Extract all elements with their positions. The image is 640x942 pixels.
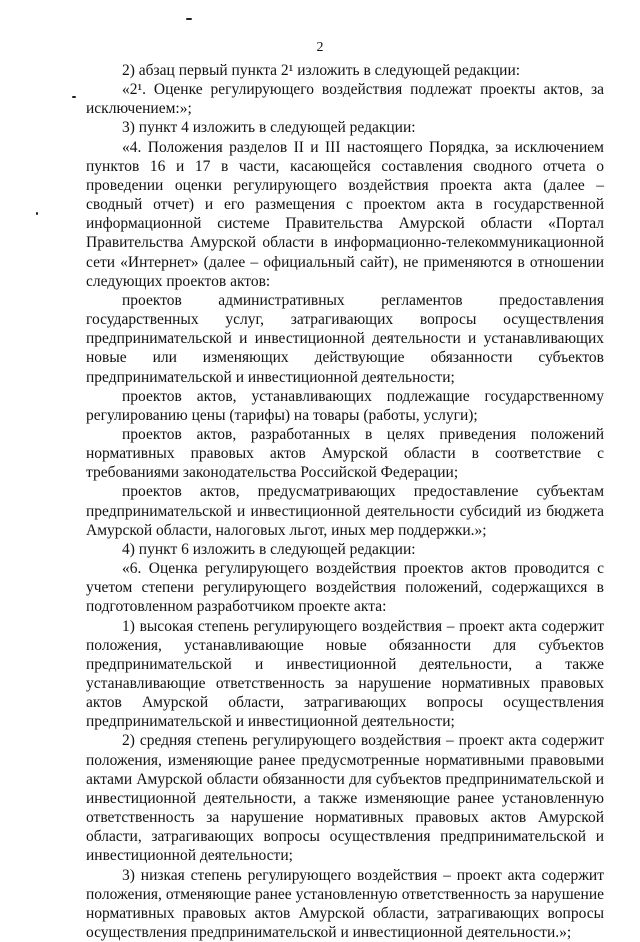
scan-speck-top <box>186 18 192 20</box>
paragraph-12: 2) средняя степень регулирующего воздействия – проект акта содержит положения, изменяющие ранее предусмотренные нормативными правовыми актами Амурской области обязанности для субъектов предпринимательской и инвестиционной деятельности, а также изменяющие ранее установленную ответственность за нарушение нормативных правовых актов Амурской области, затрагивающих вопросы осуществления предпринимательской и инвестиционной деятельности; <box>86 732 604 865</box>
scan-speck-left-1 <box>72 96 76 98</box>
paragraph-4: «4. Положения разделов II и III настоящего Порядка, за исключением пунктов 16 и 17 в части, касающейся составления сводного отчета о проведении оценки регулирующего воздействия проекта акта (далее – сводный отчет) и его размещения с проектом акта в государственной информационной системе Правительства Амурской области «Портал Правительства Амурской области в информационно-телекоммуникационной сети «Интернет» (далее – официальный сайт), не применяются в отношении следующих проектов актов: <box>86 138 604 290</box>
paragraph-10: «6. Оценка регулирующего воздействия проектов актов проводится с учетом степени регулирующего воздействия положений, содержащихся в подготовленном разработчиком проекте акта: <box>86 560 604 616</box>
paragraph-11: 1) высокая степень регулирующего воздействия – проект акта содержит положения, устанавливающие новые обязанности для субъектов предпринимательской и инвестиционной деятельности, а также устанавливающие ответственность за нарушение нормативных правовых актов Амурской области, затрагивающих вопросы осуществления предпринимательской и инвестиционной деятельности; <box>86 617 604 731</box>
paragraph-13: 3) низкая степень регулирующего воздействия – проект акта содержит положения, отменяющие ранее установленную ответственность за нарушение нормативных правовых актов Амурской области, затрагивающих вопросы осуществления предпринимательской и инвестиционной деятельности.»; <box>86 866 604 942</box>
paragraph-9: 4) пункт 6 изложить в следующей редакции: <box>122 540 416 558</box>
scan-speck-left-2 <box>36 212 38 215</box>
paragraph-8: проектов актов, предусматривающих предоставление субъектам предпринимательской и инвестиционной деятельности субсидий из бюджета Амурской области, налоговых льгот, иных мер поддержки.»; <box>86 483 604 539</box>
paragraph-5: проектов административных регламентов предоставления государственных услуг, затрагивающих вопросы осуществления предпринимательской и инвестиционной деятельности и устанавливающих новые или изменяющих действующие обязанности субъектов предпринимательской и инвестиционной деятельности; <box>86 291 604 386</box>
paragraph-3: 3) пункт 4 изложить в следующей редакции: <box>122 119 416 137</box>
document-body <box>86 61 604 942</box>
paragraph-2: «2¹. Оценке регулирующего воздействия подлежат проекты актов, за исключением:»; <box>86 81 604 118</box>
paragraph-7: проектов актов, разработанных в целях приведения положений нормативных правовых актов Амурской области в соответствие с требованиями законодательства Российской Федерации; <box>86 425 604 482</box>
paragraph-6: проектов актов, устанавливающих подлежащие государственному регулированию цены (тарифы) на товары (работы, услуги); <box>86 387 604 424</box>
page-number: 2 <box>316 40 324 55</box>
paragraph-1: 2) абзац первый пункта 2¹ изложить в следующей редакции: <box>122 62 521 79</box>
